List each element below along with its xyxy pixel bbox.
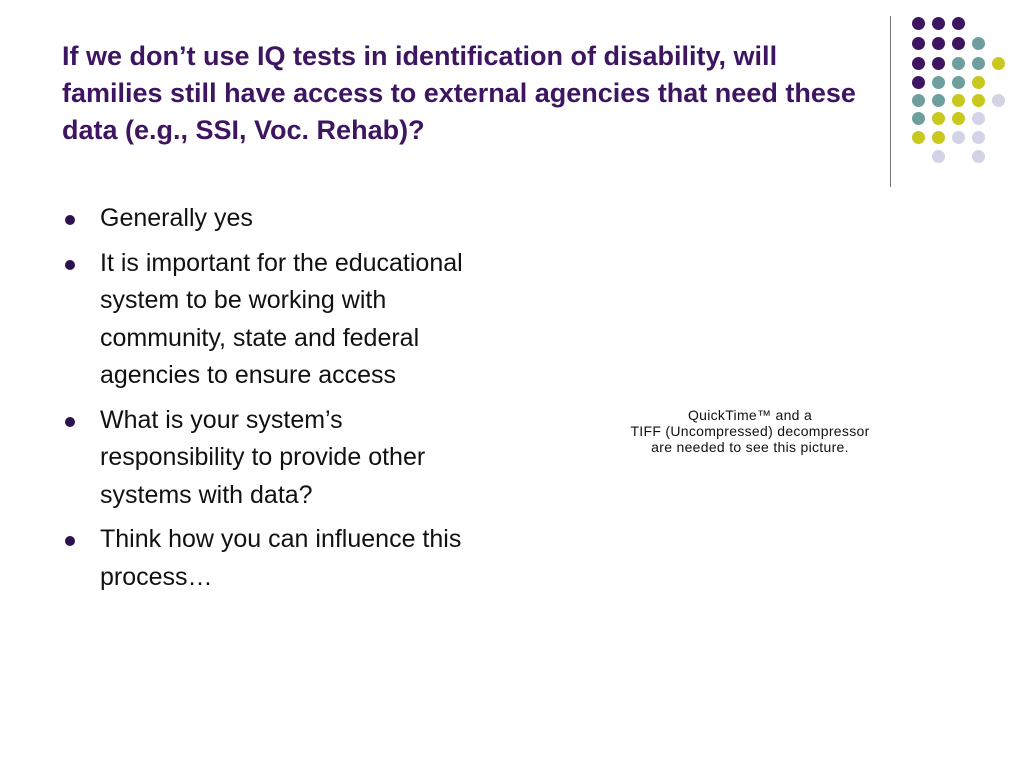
decorative-dot xyxy=(912,57,925,70)
vertical-divider xyxy=(890,16,891,187)
bullet-text: It is important for the educational system to be working with community, state and federal agencies to ensure access xyxy=(100,248,463,389)
bullet-icon xyxy=(65,536,75,546)
decorative-dot xyxy=(912,94,925,107)
decorative-dot xyxy=(972,37,985,50)
decorative-dot xyxy=(912,112,925,125)
bullet-item xyxy=(62,200,492,238)
decorative-dot xyxy=(912,131,925,144)
placeholder-line: are needed to see this picture. xyxy=(651,439,849,455)
decorative-dot xyxy=(952,76,965,89)
decorative-dot xyxy=(912,76,925,89)
decorative-dot xyxy=(972,94,985,107)
decorative-dot xyxy=(952,131,965,144)
decorative-dot xyxy=(972,57,985,70)
decorative-dot xyxy=(992,94,1005,107)
decorative-dot xyxy=(932,76,945,89)
decorative-dot xyxy=(952,57,965,70)
bullet-text: Think how you can influence this process… xyxy=(100,525,462,591)
bullet-item xyxy=(62,245,492,395)
bullet-item xyxy=(62,402,492,515)
decorative-dot xyxy=(912,37,925,50)
decorative-dot xyxy=(932,150,945,163)
decorative-dot xyxy=(972,131,985,144)
bullet-icon xyxy=(65,215,75,225)
decorative-dot xyxy=(932,57,945,70)
decorative-dot xyxy=(952,112,965,125)
slide-title: If we don’t use IQ tests in identification of disability, will families still have access to external agencies that need these data (e.g., SSI, Voc. Rehab)? xyxy=(62,41,856,145)
bullet-icon xyxy=(65,417,75,427)
decorative-dot xyxy=(952,37,965,50)
placeholder-line: TIFF (Uncompressed) decompressor xyxy=(630,423,870,439)
decorative-dot xyxy=(972,112,985,125)
decorative-dot xyxy=(992,57,1005,70)
image-placeholder xyxy=(560,407,940,455)
placeholder-line: QuickTime™ and a xyxy=(687,407,813,423)
bullet-list xyxy=(62,200,492,603)
decorative-dot xyxy=(952,17,965,30)
bullet-text: What is your system’s responsibility to provide other systems with data? xyxy=(100,405,426,509)
bullet-icon xyxy=(65,260,75,270)
decorative-dot xyxy=(932,112,945,125)
decorative-dot xyxy=(932,94,945,107)
bullet-text: Generally yes xyxy=(100,204,253,232)
bullet-item xyxy=(62,521,492,596)
decorative-dot xyxy=(932,131,945,144)
decorative-dot xyxy=(912,17,925,30)
decorative-dot xyxy=(952,94,965,107)
decorative-dot xyxy=(972,150,985,163)
decorative-dot xyxy=(972,76,985,89)
decorative-dot xyxy=(932,17,945,30)
decorative-dot xyxy=(932,37,945,50)
